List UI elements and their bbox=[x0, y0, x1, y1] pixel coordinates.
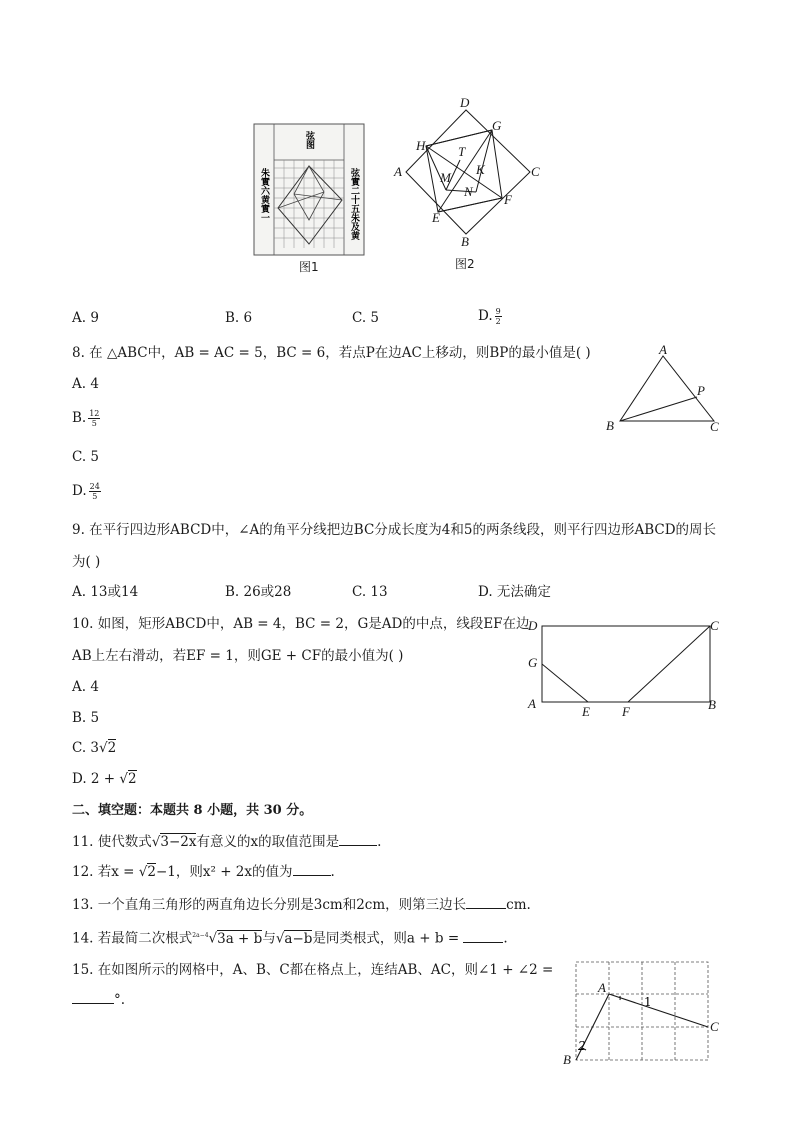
q15-label-angle-1: 1 bbox=[644, 995, 652, 1009]
figure-2-square bbox=[390, 92, 545, 252]
q8-option-d-fraction bbox=[89, 482, 101, 501]
fig2-label-K: K bbox=[476, 162, 485, 177]
q15-grid-figure bbox=[560, 958, 730, 1068]
fig2-label-T: T bbox=[458, 144, 466, 159]
fig1-top-text: 弦图 bbox=[304, 131, 314, 149]
q10-d-radicand: 2 bbox=[128, 771, 137, 787]
q12-mid: −1，则x² + 2x的值为 bbox=[155, 864, 293, 880]
q8-label-P: P bbox=[697, 383, 705, 398]
q10-option-d[interactable] bbox=[72, 769, 137, 789]
q15-label-B: B bbox=[563, 1052, 571, 1067]
q12-pre: 12. 若x = bbox=[72, 864, 139, 880]
q7-d-den: 2 bbox=[495, 317, 501, 326]
q8-triangle-figure bbox=[600, 343, 730, 435]
q15-answer-blank[interactable] bbox=[72, 991, 114, 1004]
q14 bbox=[72, 926, 508, 949]
q10-label-F: F bbox=[622, 704, 630, 716]
q10-option-d-prefix: D. 2 + bbox=[72, 771, 120, 787]
q11 bbox=[72, 832, 381, 852]
fig1-caption: 图1 bbox=[299, 260, 319, 274]
section-2-heading: 二、填空题：本题共 8 小题，共 30 分。 bbox=[72, 803, 313, 818]
q8-b-num: 12 bbox=[89, 409, 100, 418]
q11-radicand: 3−2x bbox=[160, 834, 197, 850]
q12-end: . bbox=[330, 864, 335, 880]
q9-stem-line2: 为( ) bbox=[72, 554, 101, 570]
q10-option-a[interactable]: A. 4 bbox=[72, 679, 99, 695]
q9-option-b[interactable]: B. 26或28 bbox=[225, 584, 292, 600]
q8-d-den: 5 bbox=[92, 492, 98, 501]
q14-radicand-2: a−b bbox=[284, 930, 313, 947]
q8-option-d-prefix: D. bbox=[72, 483, 87, 499]
fig1-right-text: 弦實二十五朱及黄 bbox=[349, 168, 359, 240]
q8-option-c[interactable]: C. 5 bbox=[72, 449, 100, 465]
sqrt-symbol: √ bbox=[99, 740, 108, 756]
q7-option-b[interactable]: B. 6 bbox=[225, 310, 253, 326]
q13 bbox=[72, 895, 531, 915]
q8-label-C: C bbox=[710, 419, 719, 434]
q12 bbox=[72, 862, 335, 882]
q12-radicand: 2 bbox=[147, 864, 156, 880]
fig2-caption: 图2 bbox=[455, 257, 475, 271]
q10-stem-line2: AB上左右滑动，若EF = 1，则GE + CF的最小值为( ) bbox=[72, 648, 404, 664]
fig2-label-M: M bbox=[440, 170, 451, 185]
fig2-label-E: E bbox=[432, 210, 440, 225]
q10-stem-line1: 10. 如图，矩形ABCD中，AB = 4，BC = 2，G是AD的中点，线段EF在边 bbox=[72, 616, 530, 632]
sqrt-symbol: √ bbox=[275, 930, 285, 947]
q7-option-d-fraction bbox=[495, 307, 502, 326]
q10-label-B: B bbox=[708, 697, 716, 712]
q11-pre: 11. 使代数式 bbox=[72, 834, 152, 850]
q13-end: cm. bbox=[506, 897, 531, 913]
q10-label-G: G bbox=[528, 655, 538, 670]
q8-label-B: B bbox=[606, 418, 614, 433]
q9-option-a[interactable]: A. 13或14 bbox=[72, 584, 139, 600]
sqrt-symbol: √ bbox=[119, 771, 129, 787]
sqrt-symbol: √ bbox=[208, 930, 218, 947]
q14-answer-blank[interactable] bbox=[463, 930, 503, 943]
sqrt-symbol: √ bbox=[138, 864, 148, 880]
q8-option-d[interactable] bbox=[72, 481, 101, 501]
q10-label-C: C bbox=[710, 618, 719, 633]
q13-pre: 13. 一个直角三角形的两直角边长分别是3cm和2cm，则第三边长 bbox=[72, 897, 467, 913]
q11-end: . bbox=[377, 834, 382, 850]
q10-option-b[interactable]: B. 5 bbox=[72, 710, 100, 726]
fig2-label-N: N bbox=[464, 184, 473, 199]
q14-root-index: 2a−4 bbox=[192, 932, 209, 939]
figure-1-xiantu bbox=[252, 122, 366, 257]
fig2-label-B: B bbox=[461, 234, 469, 249]
q10-option-c[interactable] bbox=[72, 738, 116, 758]
fig2-label-F: F bbox=[504, 192, 512, 207]
q15-line1: 15. 在如图所示的网格中，A、B、C都在格点上，连结AB、AC，则∠1 + ∠2 = bbox=[72, 962, 554, 978]
fig2-label-C: C bbox=[531, 164, 540, 179]
q14-end: . bbox=[503, 930, 508, 947]
q12-answer-blank[interactable] bbox=[293, 863, 331, 876]
q7-option-a[interactable]: A. 9 bbox=[72, 310, 99, 326]
fig2-label-G: G bbox=[492, 118, 502, 133]
q14-radicand-1: 3a + b bbox=[217, 930, 263, 947]
q8-b-den: 5 bbox=[91, 419, 97, 428]
q15-label-angle-2: 2 bbox=[578, 1039, 586, 1053]
q8-d-num: 24 bbox=[89, 482, 100, 491]
q13-answer-blank[interactable] bbox=[466, 896, 506, 909]
q8-option-b[interactable] bbox=[72, 408, 100, 428]
fig2-label-A: A bbox=[394, 164, 402, 179]
q14-mid: 与 bbox=[262, 930, 276, 947]
q10-label-A: A bbox=[528, 696, 536, 711]
q10-label-D: D bbox=[528, 618, 538, 633]
q9-option-d[interactable]: D. 无法确定 bbox=[478, 584, 551, 600]
q14-pre: 14. 若最简二次根式 bbox=[72, 930, 193, 947]
fig1-left-text: 朱實六黄實一 bbox=[259, 168, 269, 222]
q8-option-b-fraction bbox=[88, 409, 100, 428]
q10-rectangle-figure bbox=[522, 612, 726, 716]
q11-post: 有意义的x的取值范围是 bbox=[196, 834, 340, 850]
q8-stem: 8. 在 △ABC中，AB = AC = 5，BC = 6，若点P在边AC上移动，则BP的最小值是( ) bbox=[72, 345, 591, 361]
q7-option-d-prefix: D. bbox=[478, 308, 493, 324]
q11-answer-blank[interactable] bbox=[339, 833, 377, 846]
q7-option-d[interactable] bbox=[478, 306, 502, 326]
q10-option-c-prefix: C. 3 bbox=[72, 740, 100, 756]
q7-d-num: 9 bbox=[495, 307, 501, 316]
q10-label-E: E bbox=[582, 704, 590, 716]
q8-option-a[interactable]: A. 4 bbox=[72, 376, 99, 392]
q15-line2 bbox=[72, 990, 125, 1010]
q10-c-radicand: 2 bbox=[107, 740, 117, 756]
fig2-label-H: H bbox=[416, 138, 426, 153]
fig2-label-D: D bbox=[460, 95, 470, 110]
q7-option-c[interactable]: C. 5 bbox=[352, 310, 380, 326]
q9-stem-line1: 9. 在平行四边形ABCD中，∠A的角平分线把边BC分成长度为4和5的两条线段，则平行四边形ABCD的周长 bbox=[72, 522, 717, 538]
q15-label-A: A bbox=[598, 980, 606, 995]
q14-post: 是同类根式，则a + b = bbox=[312, 930, 464, 947]
q15-label-C: C bbox=[710, 1019, 719, 1034]
q9-option-c[interactable]: C. 13 bbox=[352, 584, 388, 600]
q15-end: °. bbox=[114, 992, 126, 1008]
q8-option-b-prefix: B. bbox=[72, 410, 87, 426]
sqrt-symbol: √ bbox=[151, 834, 161, 850]
q8-label-A: A bbox=[659, 343, 667, 357]
